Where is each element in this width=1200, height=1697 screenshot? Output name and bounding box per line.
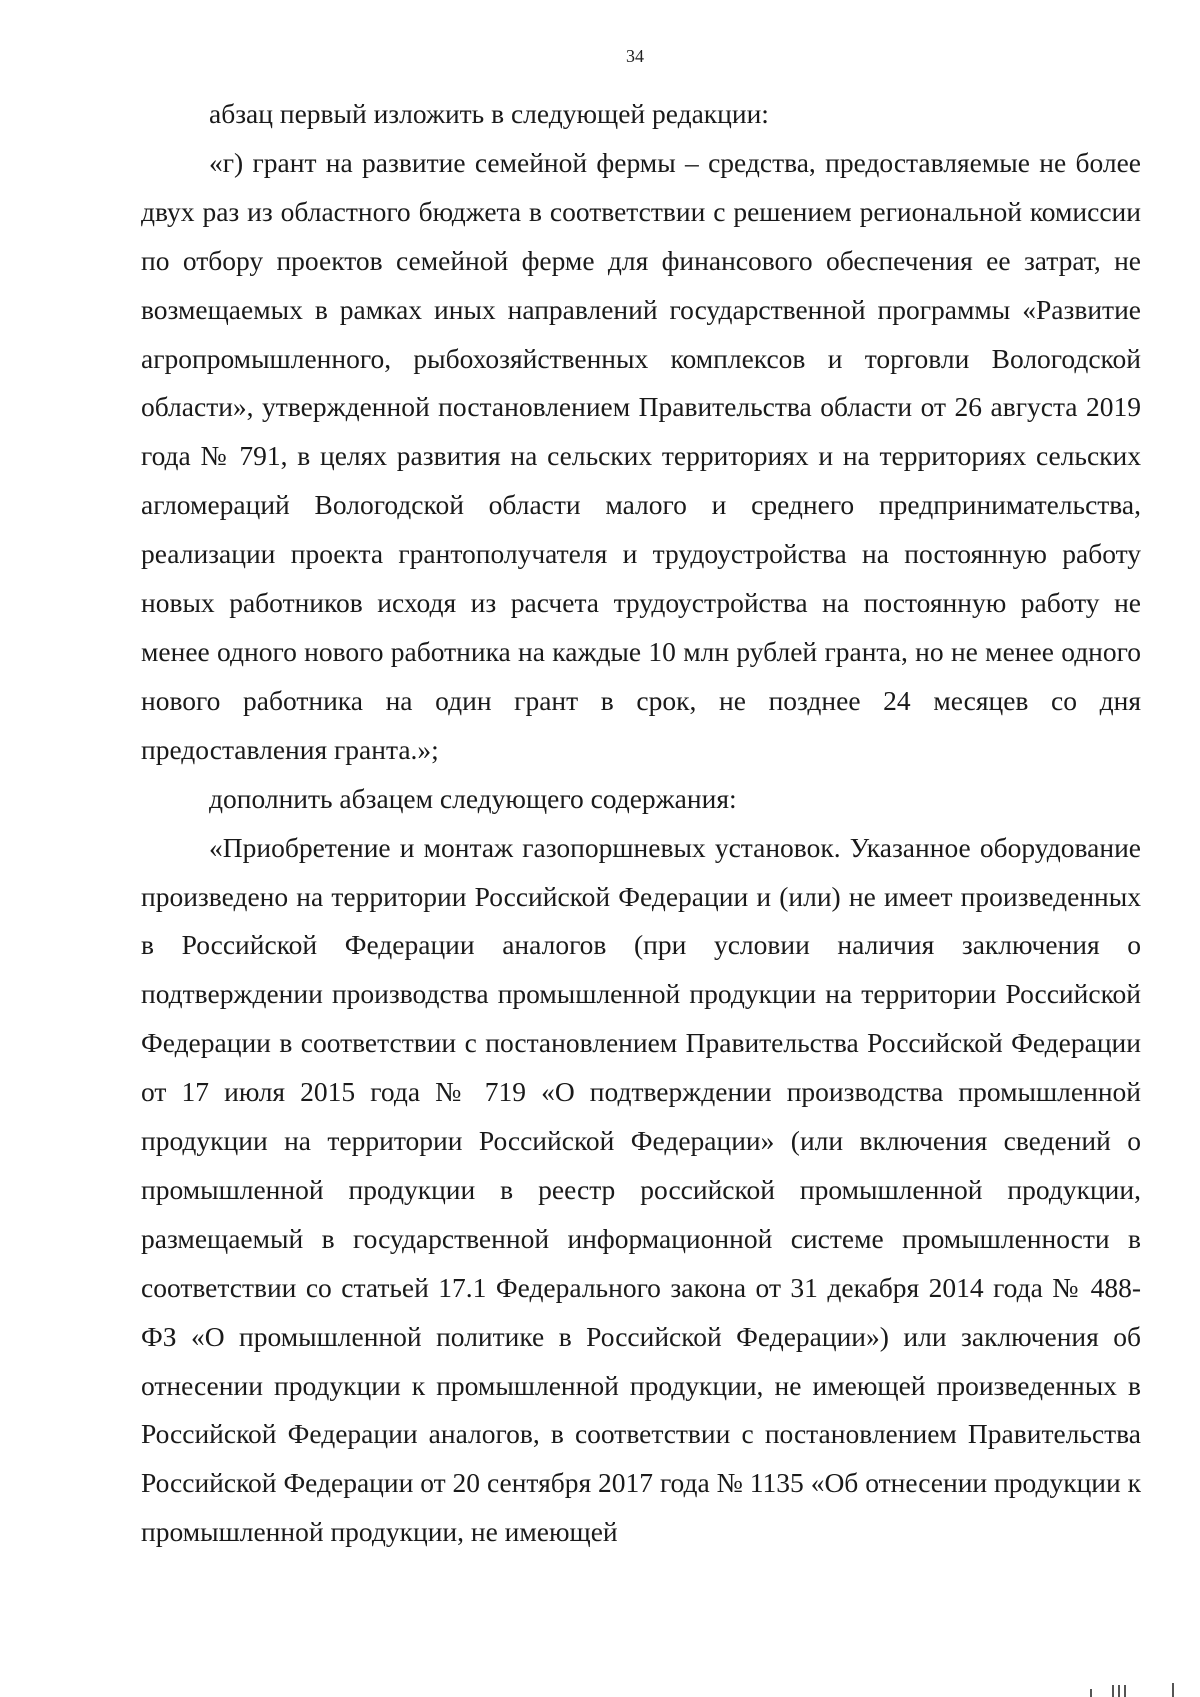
paragraph-intro-first: абзац первый изложить в следующей редакции: [209,98,769,129]
paragraph-grant-definition: «г) грант на развитие семейной фермы – средства, предоставляемые не более двух раз из областного бюджета в соответствии с решением региональной комиссии по отбору проектов семейной ферме для финансового обеспечения ее затрат, не возмещаемых в рамках иных направлений государственной программы «Развитие агропромышленного, рыбохозяйственных комплексов и торговли Вологодской области», утвержденной постановлением Правительства области от 26 августа 2019 года № 791, в целях развития на сельских территориях и на территориях сельских агломераций Вологодской области малого и среднего предпринимательства, реализации проекта грантополучателя и трудоустройства на постоянную работу новых работников исходя из расчета трудоустройства на постоянную работу не менее одного нового работника на каждые 10 млн рублей гранта, но не менее одного нового работника на один грант в срок, не позднее 24 месяцев со дня предоставления гранта.»; [141,146,1141,765]
paragraph-gas-installations: «Приобретение и монтаж газопоршневых установок. Указанное оборудование произведено на территории Российской Федерации и (или) не имеет произведенных в Российской Федерации аналогов (при условии наличия заключения о подтверждении производства промышленной продукции на территории Российской Федерации в соответствии с постановлением Правительства Российской Федерации от 17 июля 2015 года № 719 «О подтверждении производства промышленной продукции на территории Российской Федерации» (или включения сведений о промышленной продукции в реестр российской промышленной продукции, размещаемый в государственной информационной системе промышленности в соответствии со статьей 17.1 Федерального закона от 31 декабря 2014 года № 488-ФЗ «О промышленной политике в Российской Федерации») или заключения об отнесении продукции к промышленной продукции, не имеющей произведенных в Российской Федерации аналогов, в соответствии с постановлением Правительства Российской Федерации от 20 сентября 2017 года № 1135 «Об отнесении продукции к промышленной продукции, не имеющей [141,831,1141,1548]
document-body [141,90,1141,1557]
page-number: 34 [626,46,644,66]
scan-artifact [1060,1683,1180,1697]
paragraph-intro-second: дополнить абзацем следующего содержания: [209,782,737,814]
